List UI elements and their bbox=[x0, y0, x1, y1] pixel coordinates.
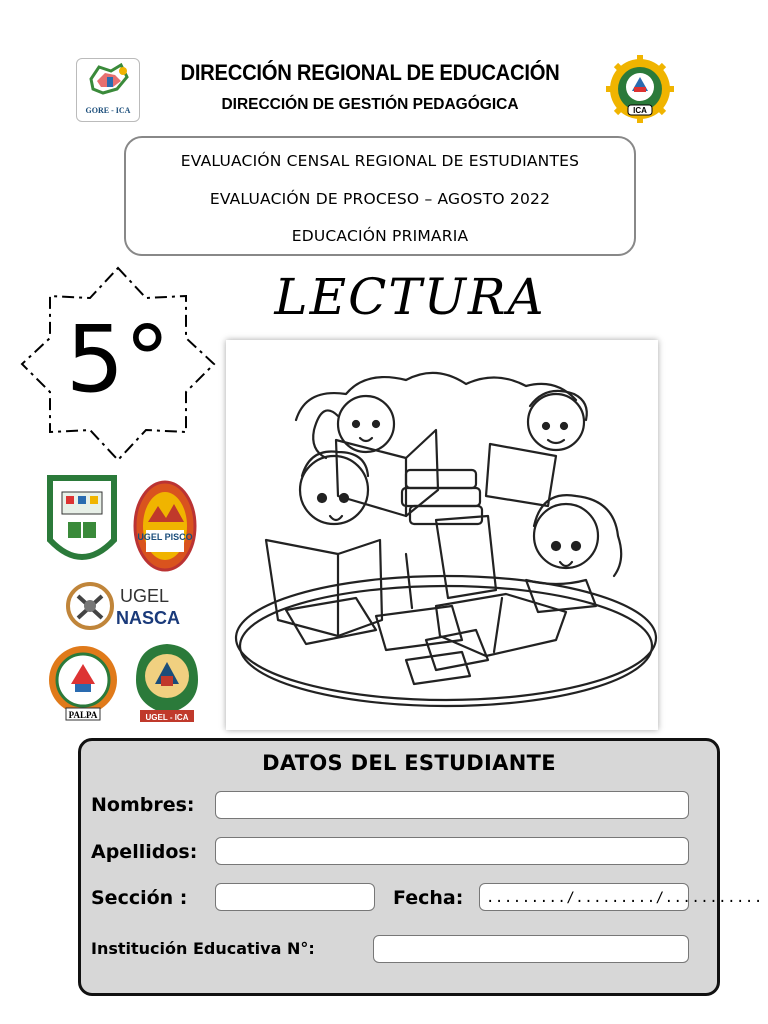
gore-ica-emblem-icon bbox=[77, 59, 141, 109]
institution-field[interactable] bbox=[373, 935, 689, 963]
section-field[interactable] bbox=[215, 883, 375, 911]
grade-label: 5° bbox=[65, 306, 171, 413]
date-label: Fecha: bbox=[393, 887, 464, 909]
header-subtitle: DIRECCIÓN DE GESTIÓN PEDAGÓGICA bbox=[221, 96, 519, 113]
ugel-nasca-name: NASCA bbox=[116, 608, 181, 628]
ugel-pisco-logo bbox=[132, 478, 198, 574]
ugel-nasca-logo bbox=[66, 576, 186, 636]
ugel-palpa-logo bbox=[44, 644, 122, 722]
section-label: Sección : bbox=[91, 887, 188, 909]
ugel-pisco-text: UGEL PISCO bbox=[137, 532, 193, 542]
evaluation-title: EVALUACIÓN CENSAL REGIONAL DE ESTUDIANTES bbox=[180, 152, 580, 170]
header-title: DIRECCIÓN REGIONAL DE EDUCACIÓN bbox=[180, 60, 560, 85]
ugel-chincha-logo bbox=[44, 474, 120, 574]
names-label: Nombres: bbox=[91, 794, 195, 816]
gore-ica-text: GORE - ICA bbox=[85, 106, 131, 115]
dre-ica-logo-text: ICA bbox=[633, 106, 647, 115]
reading-children-illustration bbox=[226, 340, 658, 730]
palpa-text: PALPA bbox=[68, 710, 98, 720]
form-title: DATOS DEL ESTUDIANTE bbox=[262, 751, 556, 775]
dre-ica-logo bbox=[604, 55, 676, 125]
ugel-nasca-word: UGEL bbox=[120, 586, 170, 606]
ugel-ica-text: UGEL - ICA bbox=[145, 713, 189, 722]
children-reading-drawing-icon bbox=[226, 340, 658, 730]
gear-seal-icon bbox=[604, 55, 676, 125]
evaluation-period: EVALUACIÓN DE PROCESO – AGOSTO 2022 bbox=[209, 190, 551, 208]
names-field[interactable] bbox=[215, 791, 689, 819]
evaluation-level: EDUCACIÓN PRIMARIA bbox=[291, 227, 469, 245]
ugel-ica-logo bbox=[128, 640, 206, 724]
surnames-label: Apellidos: bbox=[91, 841, 198, 863]
institution-label: Institución Educativa N°: bbox=[91, 939, 315, 958]
student-data-form bbox=[78, 738, 763, 996]
surnames-field[interactable] bbox=[215, 837, 689, 865]
date-field[interactable]: ........./........./........... bbox=[479, 883, 689, 911]
subject-title: LECTURA bbox=[274, 268, 546, 326]
gore-ica-logo bbox=[76, 58, 140, 122]
evaluation-box bbox=[124, 136, 636, 256]
